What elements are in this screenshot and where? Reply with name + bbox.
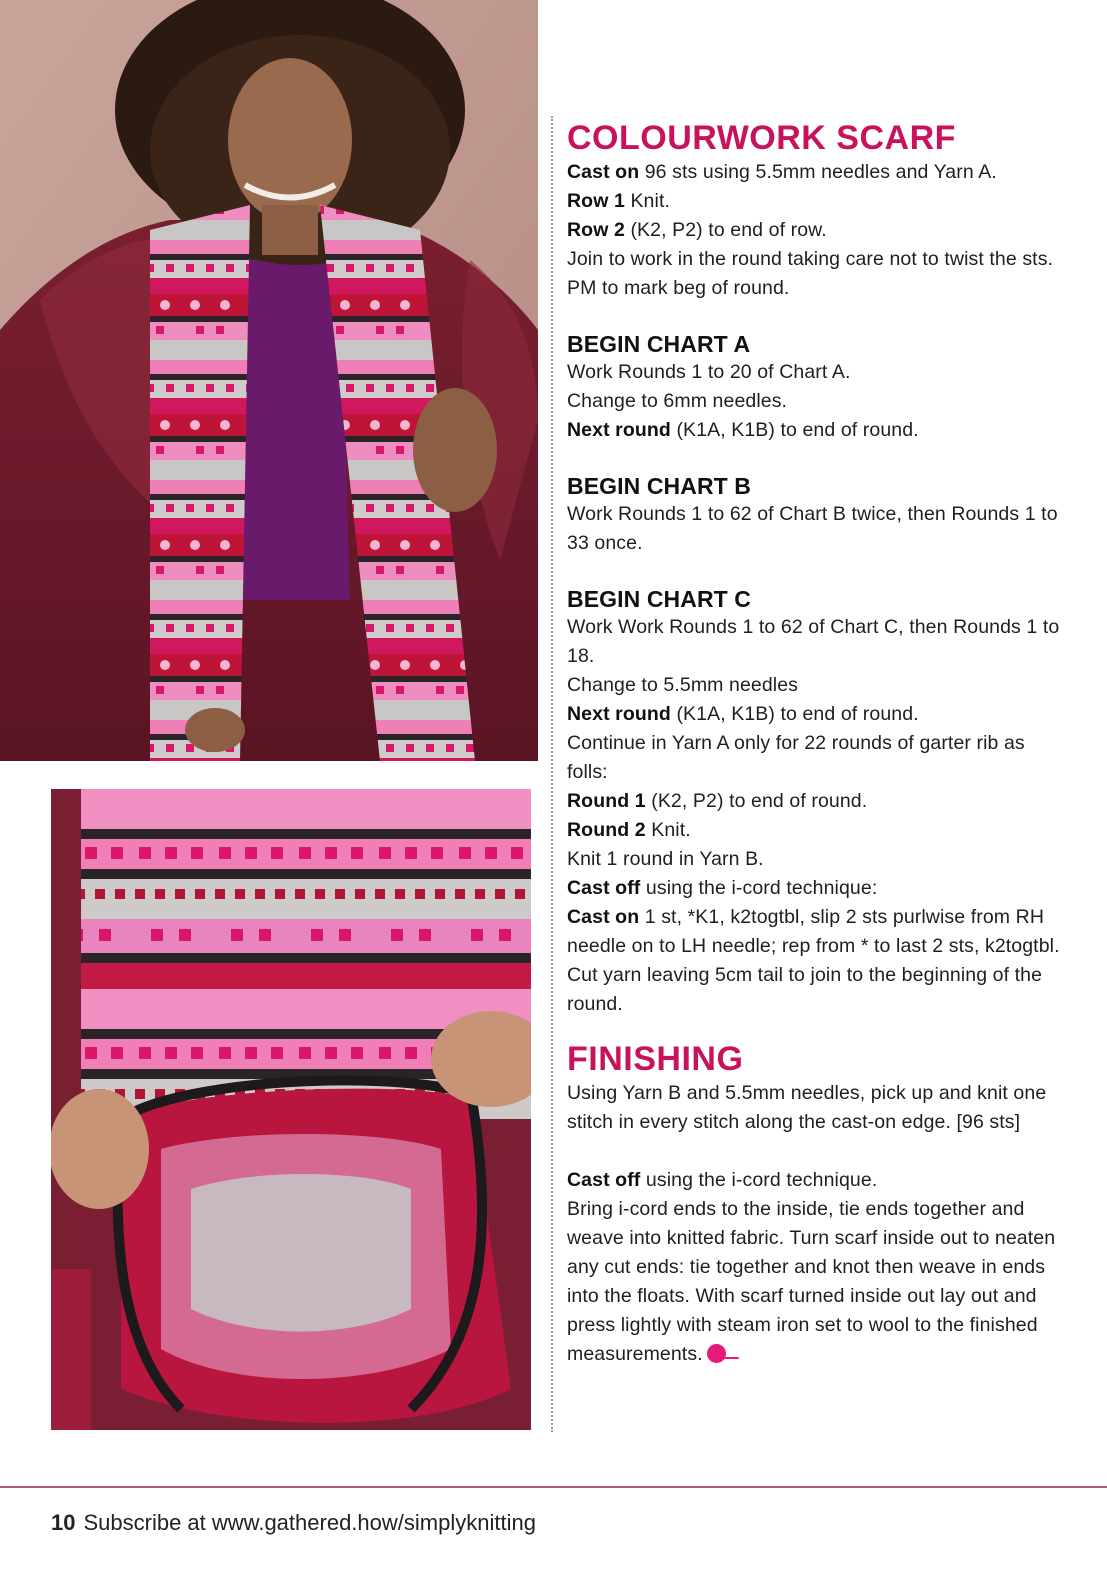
pattern-instructions	[567, 118, 1067, 1369]
chart-a-next-round: Next round (K1A, K1B) to end of round.	[567, 419, 919, 441]
cast-off-instruction: Cast off using the i-cord technique:	[567, 877, 878, 899]
finishing-line-1: Using Yarn B and 5.5mm needles, pick up and knit one stitch in every stitch along the cast-on edge. [96 sts]	[567, 1082, 1047, 1133]
chart-b-heading: BEGIN CHART B	[567, 473, 752, 499]
woman-wearing-colourwork-scarf-photo	[0, 0, 538, 761]
finishing-final-text: Bring i-cord ends to the inside, tie ends together and weave into knitted fabric. Turn scarf inside out to neaten any cut ends: tie together and knot then weave in ends into the floats. With scarf turned inside out lay out and press lightly with steam iron set to wool to the finished measurements.	[567, 1198, 1056, 1365]
footer-rule	[0, 1486, 1107, 1488]
chart-b-line-1: Work Rounds 1 to 62 of Chart B twice, then Rounds 1 to 33 once.	[567, 503, 1058, 554]
finishing-title: FINISHING	[567, 1040, 744, 1078]
chart-a-line-1: Work Rounds 1 to 20 of Chart A.	[567, 361, 851, 383]
join-instruction: Join to work in the round taking care not to twist the sts. PM to mark beg of round.	[567, 248, 1054, 299]
cast-on-instruction: Cast on 96 sts using 5.5mm needles and Yarn A.	[567, 161, 997, 183]
chart-c-continue: Continue in Yarn A only for 22 rounds of garter rib as folls:	[567, 732, 1025, 783]
page-number: 10	[51, 1510, 76, 1535]
round-2-instruction: Round 2 Knit.	[567, 819, 691, 841]
round-1-instruction: Round 1 (K2, P2) to end of round.	[567, 790, 868, 812]
chart-a-line-2: Change to 6mm needles.	[567, 390, 788, 412]
chart-c-line-2: Change to 5.5mm needles	[567, 674, 799, 696]
knit-round-instruction: Knit 1 round in Yarn B.	[567, 848, 764, 870]
row-1-instruction: Row 1 Knit.	[567, 190, 670, 212]
chart-c-next-round: Next round (K1A, K1B) to end of round.	[567, 703, 919, 725]
subscribe-text: Subscribe at www.gathered.how/simplyknitting	[83, 1510, 536, 1535]
chart-a-heading: BEGIN CHART A	[567, 331, 751, 357]
pattern-title: COLOURWORK SCARF	[567, 119, 956, 157]
chart-c-heading: BEGIN CHART C	[567, 586, 752, 612]
column-divider	[551, 116, 553, 1432]
page-footer	[51, 1508, 536, 1538]
finishing-cast-off: Cast off using the i-cord technique.	[567, 1169, 878, 1191]
hands-holding-scarf-edge-photo	[51, 789, 531, 1430]
chart-c-line-1: Work Work Rounds 1 to 62 of Chart C, then Rounds 1 to 18.	[567, 616, 1060, 667]
row-2-instruction: Row 2 (K2, P2) to end of row.	[567, 219, 827, 241]
i-cord-cast-on-instruction: Cast on 1 st, *K1, k2togtbl, slip 2 sts purlwise from RH needle on to LH needle; rep from * to last 2 sts, k2togtbl. Cut yarn leaving 5cm tail to join to the beginning of the round.	[567, 906, 1060, 1015]
yarn-ball-icon	[707, 1344, 726, 1363]
